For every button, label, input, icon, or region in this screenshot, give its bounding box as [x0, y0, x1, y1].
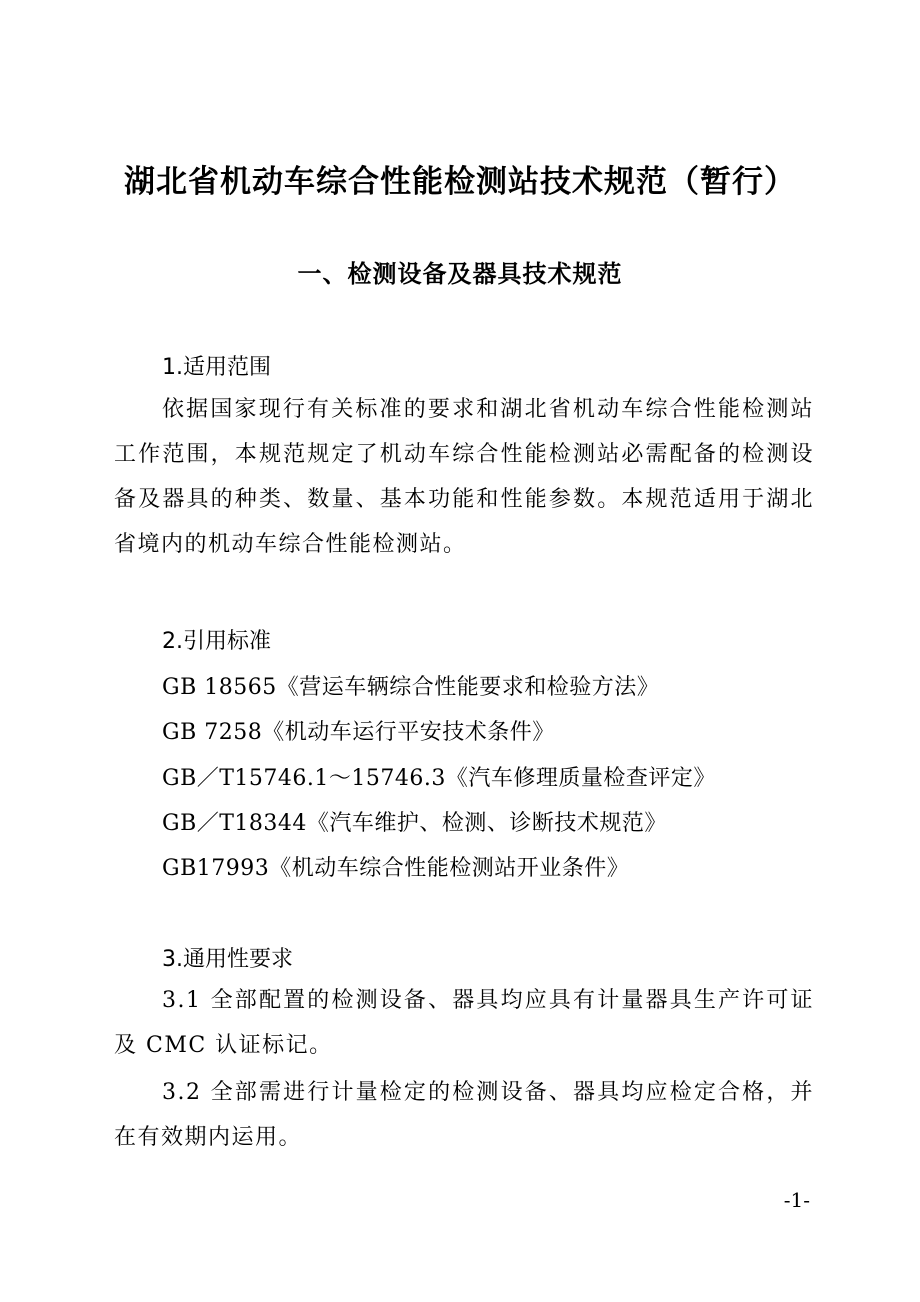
reference-item: GB／T15746.1～15746.3《汽车修理质量检查评定》 [162, 766, 716, 791]
section-title: 一、检测设备及器具技术规范 [297, 260, 623, 288]
section-heading-references: 2.引用标准 [162, 629, 271, 654]
reference-item: GB17993《机动车综合性能检测站开业条件》 [162, 856, 630, 881]
document-title: 湖北省机动车综合性能检测站技术规范（暂行） [124, 164, 796, 200]
section-heading-scope: 1.适用范围 [162, 355, 271, 380]
page-number: -1- [783, 1188, 810, 1212]
reference-item: GB 7258《机动车运行平安技术条件》 [162, 720, 555, 745]
requirement-item: 3.1 全部配置的检测设备、器具均应具有计量器具生产许可证及 CMC 认证标记。 [114, 988, 814, 1058]
scope-paragraph: 依据国家现行有关标准的要求和湖北省机动车综合性能检测站工作范围，本规范规定了机动车综合性能检测站必需配备的检测设备及器具的种类、数量、基本功能和性能参数。本规范适用于湖北省境内的机动车综合性能检测站。 [114, 397, 814, 557]
requirement-item: 3.2 全部需进行计量检定的检测设备、器具均应检定合格，并在有效期内运用。 [114, 1080, 814, 1150]
reference-item: GB／T18344《汽车维护、检测、诊断技术规范》 [162, 811, 667, 836]
section-heading-general-requirements: 3.通用性要求 [162, 947, 293, 972]
reference-item: GB 18565《营运车辆综合性能要求和检验方法》 [162, 675, 660, 700]
